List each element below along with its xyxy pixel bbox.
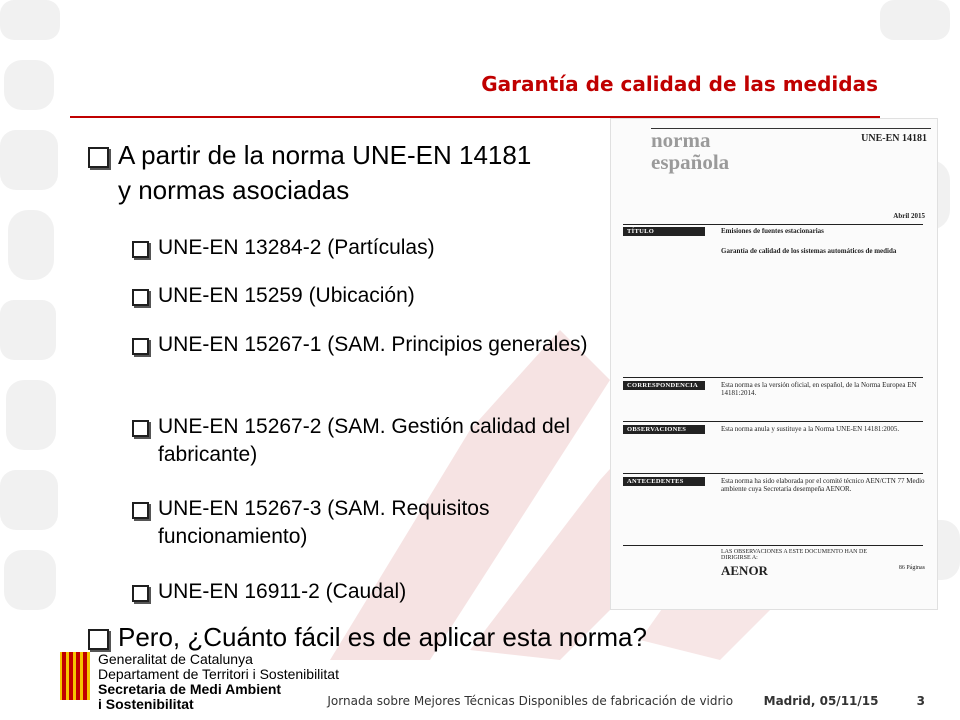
standard-document-image bbox=[610, 118, 938, 610]
bullet-text: Pero, ¿Cuánto fácil es de aplicar esta norma? bbox=[118, 622, 647, 652]
bullet-text: UNE-EN 15267-1 (SAM. Principios generales) bbox=[158, 333, 588, 356]
doc-label-antecedentes: ANTECEDENTES bbox=[623, 477, 705, 486]
slide-footer bbox=[327, 694, 925, 708]
doc-observaciones-text: Esta norma anula y sustituye a la Norma UNE-EN 14181:2005. bbox=[721, 425, 900, 433]
doc-antecedentes-text: Esta norma ha sido elaborada por el comité técnico AEN/CTN 77 Medio ambiente cuya Secretaría desempeña AENOR. bbox=[721, 477, 925, 493]
doc-label-observaciones: OBSERVACIONES bbox=[623, 425, 705, 434]
bullet-l2 bbox=[132, 331, 602, 359]
bullet-text: UNE-EN 15267-3 (SAM. Requisitos funcionamiento) bbox=[158, 497, 490, 548]
org-line1: Generalitat de Catalunya bbox=[98, 651, 253, 667]
bullet-text: UNE-EN 15267-2 (SAM. Gestión calidad del fabricante) bbox=[158, 415, 571, 466]
page-number: 3 bbox=[916, 694, 925, 708]
doc-code: UNE-EN 14181 bbox=[861, 133, 927, 144]
bullet-l2 bbox=[132, 413, 602, 469]
doc-label-titulo: TÍTULO bbox=[623, 227, 705, 236]
doc-pages: 86 Páginas bbox=[898, 565, 925, 571]
bullet-l1 bbox=[88, 138, 608, 208]
org-line4: i Sostenibilitat bbox=[98, 696, 194, 712]
checkbox-bullet-icon bbox=[88, 629, 109, 650]
checkbox-bullet-icon bbox=[132, 289, 149, 306]
checkbox-bullet-icon bbox=[132, 241, 149, 258]
doc-rule bbox=[623, 224, 923, 225]
checkbox-bullet-icon bbox=[132, 585, 149, 602]
generalitat-logo bbox=[60, 651, 339, 712]
slide-title: Garantía de calidad de las medidas bbox=[481, 72, 878, 96]
bullet-l2 bbox=[132, 234, 612, 262]
bullet-text: UNE-EN 13284-2 (Partículas) bbox=[158, 236, 435, 259]
doc-titulo-text2: Garantía de calidad de los sistemas automáticos de medida bbox=[721, 247, 897, 255]
checkbox-bullet-icon bbox=[132, 502, 149, 519]
doc-brand-line1: norma bbox=[651, 128, 711, 152]
doc-footer-org: AENOR bbox=[721, 563, 768, 578]
doc-titulo-text1: Emisiones de fuentes estacionarias bbox=[721, 227, 824, 235]
doc-date: Abril 2015 bbox=[893, 212, 925, 220]
bullet-l2 bbox=[132, 282, 612, 310]
footer-place-date: Madrid, 05/11/15 bbox=[763, 694, 879, 708]
doc-label-correspondencia: CORRESPONDENCIA bbox=[623, 381, 705, 390]
doc-rule bbox=[623, 421, 923, 422]
doc-footer-note: LAS OBSERVACIONES A ESTE DOCUMENTO HAN DE DIRIGIRSE A: bbox=[721, 549, 867, 561]
org-line3: Secretaria de Medi Ambient bbox=[98, 681, 282, 697]
checkbox-bullet-icon bbox=[88, 147, 109, 168]
org-line2: Departament de Territori i Sostenibilitat bbox=[98, 666, 339, 682]
bullet-l1 bbox=[88, 620, 848, 655]
bullet-l2 bbox=[132, 495, 602, 551]
doc-brand bbox=[651, 129, 729, 173]
doc-correspondencia-text: Esta norma es la versión oficial, en español, de la Norma Europea EN 14181:2014. bbox=[721, 381, 917, 397]
checkbox-bullet-icon bbox=[132, 420, 149, 437]
bullet-text: UNE-EN 16911-2 (Caudal) bbox=[158, 580, 407, 603]
doc-rule bbox=[623, 377, 923, 378]
generalitat-emblem-icon bbox=[60, 652, 90, 700]
bullet-text: UNE-EN 15259 (Ubicación) bbox=[158, 284, 415, 307]
bullet-text: A partir de la norma UNE-EN 14181 y normas asociadas bbox=[118, 140, 532, 205]
doc-rule bbox=[623, 473, 923, 474]
footer-event: Jornada sobre Mejores Técnicas Disponibles de fabricación de vidrio bbox=[327, 694, 734, 708]
generalitat-text bbox=[98, 652, 339, 712]
doc-brand-line2: española bbox=[651, 150, 730, 174]
checkbox-bullet-icon bbox=[132, 338, 149, 355]
doc-rule bbox=[623, 545, 923, 546]
bullet-l2 bbox=[132, 578, 612, 606]
